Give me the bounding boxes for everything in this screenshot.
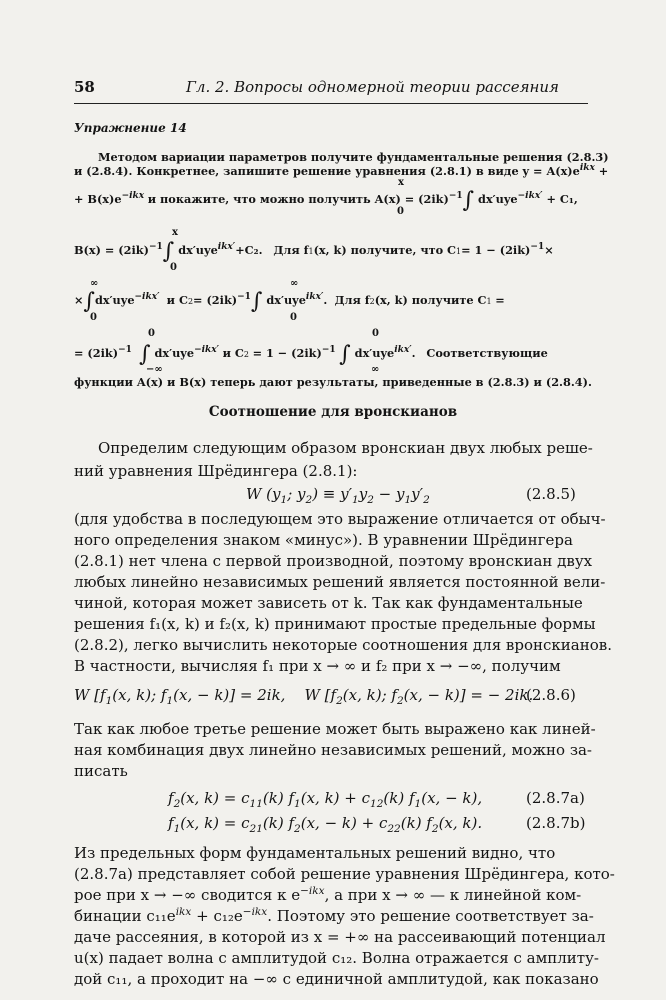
exercise-line: $B(x) = (2ik)^{-1}\int$ dx′uye$^{ikx'}$+C₂. Для f1(x, k) получите, что $C1= 1 - (2ik)^{-1}\times$ — [74, 239, 554, 264]
equation-number: (2.8.5) — [526, 485, 576, 503]
exercise-line: = $(2ik)^{-1}$ ∫ dx′uye$^{-ikx'}$ и $C2 = 1 - (2ik)^{-1}$ ∫ dx′uye$^{ikx'}$. Соответствующие — [74, 342, 548, 367]
exercise-line: и (2.8.4). Конкретнее, запишите решение уравнения (2.8.1) в виде $y = A(x)e^{ikx}$ + — [74, 163, 609, 178]
section-title: Соотношение для вронскианов — [208, 404, 458, 420]
exercise-label: Упражнение 14 — [74, 121, 187, 135]
body-line: бинации $c_{11}e^{ikx} + c_{12}e^{-ikx}$. Поэтому это решение соответствует за- — [74, 906, 594, 925]
body-line: Так как любое третье решение может быть выражено как линей- — [74, 720, 596, 738]
body-line: ний уравнения Шрёдингера (2.8.1): — [74, 462, 358, 480]
book-page: 58 Гл. 2. Вопросы одномерной теории рассеяния Упражнение 14 Методом вариации параметров получите фундаментальные решения (2.8.3) и (2.8.4). Конкретнее, запишите решение уравнения (2.8.1) в виде $y = A(x)e^{ikx}$ + + $B(x)e^{-ikx}$ и покажите, что можно получить $A(x) = (2ik)^{-1}\int$ dx′uye$^{-ikx'}$ + C₁, x 0 $B(x) = (2ik)^{-1}\int$ dx′uye$^{ikx'}$+C₂. Для f1(x, k) получите, что $C1= 1 - (2ik)^{-1}\times$ x 0 ×∫dx′uye$^{-ikx'}$ и $C2= (2ik)^{-1}\int$ dx′uye$^{ikx'}$. Для f2(x, k) получите C1 = ∞ 0 ∞ 0 = $(2ik)^{-1}$ ∫ dx′uye$^{-ikx'}$ и $C2 = 1 - (2ik)^{-1}$ ∫ dx′uye$^{ikx'}$. Соответствующие 0 −∞ 0 ∞ функции A(x) и B(x) теперь дают результаты, приведенные в (2.8.3) и (2.8.4). Соотношение для вронскианов Определим следующим образом вронскиан двух любых реше- ний уравнения Шрёдингера (2.8.1): W ($y_1$; $y_2) \equiv y'_1y_2 - y_1y'_2$ (2.8.5) (для удобства в последующем это выражение отличается от обыч- ного определения знаком «минус»). В уравнении Шрёдингера (2.8.1) нет члена с первой производной, поэтому вронскиан двух любых линейно независимых решений является постоянной вели- чиной, которая может зависеть от k. Так как фундаментальные решения f₁(x, k) и f₂(x, k) принимают простые предельные формы (2.8.2), легко вычислить некоторые соотношения для вронскианов. В частности, вычисляя f₁ при x → ∞ и f₂ при x → −∞, получим W [$f_1(x$, k); $f_1(x$, − k)] = 2ik, W [$f_2(x$, k); $f_2(x$, − k)] = − 2ik. (2.8.6) Так как любое третье решение может быть выражено как линей- ная комбинация двух линейно независимых решений, можно за- писать $f_2(x$, $k) = c_{11}(k)$ $f_1(x$, $k) + c_{12}(k) f_1(x$, − k), (2.8.7a) $f_1(x$, $k) = c_{21}(k) f_2(x$, − $k) + c_{22}(k)$ $f_2(x$, k). (2.8.7b) Из предельных форм фундаментальных решений видно, что (2.8.7a) представляет собой решение уравнения Шрёдингера, кото- рое при x → −∞ сводится к $e^{-ikx}$, а при x → ∞ — к линейной ком- бинации $c_{11}e^{ikx} + c_{12}e^{-ikx}$. Поэтому это решение соответствует за- даче рассеяния, в которой из x = +∞ на рассеивающий потенциал u(x) падает волна с амплитудой c₁₂. Волна отражается с амплиту- дой c₁₁, а проходит на −∞ с единичной амплитудой, как показано — [0, 0, 666, 1000]
equation-number: (2.8.6) — [526, 686, 576, 704]
body-line: В частности, вычисляя f₁ при x → ∞ и f₂ при x → −∞, получим — [74, 657, 561, 675]
equation-2-8-5: W ($y_1$; $y_2) \equiv y'_1y_2 - y_1y'_2$ — [246, 485, 430, 506]
equation-2-8-6: W [$f_1(x$, k); $f_1(x$, − k)] = 2ik, W [$f_2(x$, k); $f_2(x$, − k)] = − 2ik. — [74, 686, 534, 707]
body-line: (2.8.1) нет члена с первой производной, поэтому вронскиан двух — [74, 552, 593, 570]
equation-2-8-7b: $f_1(x$, $k) = c_{21}(k) f_2(x$, − $k) + c_{22}(k)$ $f_2(x$, k). — [168, 814, 483, 835]
page-header — [74, 78, 592, 102]
equation-number: (2.8.7a) — [526, 789, 585, 807]
body-line: (2.8.7a) представляет собой решение уравнения Шрёдингера, кото- — [74, 865, 615, 883]
equation-2-8-7a: $f_2(x$, $k) = c_{11}(k)$ $f_1(x$, $k) + c_{12}(k) f_1(x$, − k), — [168, 789, 483, 810]
body-line: ная комбинация двух линейно независимых решений, можно за- — [74, 741, 593, 759]
body-line: дой c₁₁, а проходит на −∞ с единичной амплитудой, как показано — [74, 970, 599, 988]
body-line: писать — [74, 762, 128, 780]
body-line: чиной, которая может зависеть от k. Так как фундаментальные — [74, 594, 583, 612]
body-line: рое при x → −∞ сводится к $e^{-ikx}$, а при x → ∞ — к линейной ком- — [74, 885, 582, 904]
body-line: (2.8.2), легко вычислить некоторые соотношения для вронскианов. — [74, 636, 612, 654]
body-line: даче рассеяния, в которой из x = +∞ на рассеивающий потенциал — [74, 928, 606, 946]
header-rule — [74, 103, 588, 104]
body-line: (для удобства в последующем это выражение отличается от обыч- — [74, 510, 606, 528]
exercise-line: ×∫dx′uye$^{-ikx'}$ и $C2= (2ik)^{-1}\int$ dx′uye$^{ikx'}$. Для f2(x, k) получите C1 = — [74, 289, 505, 314]
exercise-line: Методом вариации параметров получите фундаментальные решения (2.8.3) — [98, 150, 609, 164]
body-line: Определим следующим образом вронскиан двух любых реше- — [98, 439, 593, 457]
body-line: ного определения знаком «минус»). В уравнении Шрёдингера — [74, 531, 573, 549]
body-line: любых линейно независимых решений является постоянной вели- — [74, 573, 606, 591]
body-line: решения f₁(x, k) и f₂(x, k) принимают простые предельные формы — [74, 615, 596, 633]
running-title: Гл. 2. Вопросы одномерной теории рассеяния — [186, 78, 559, 96]
exercise-line: + $B(x)e^{-ikx}$ и покажите, что можно получить $A(x) = (2ik)^{-1}\int$ dx′uye$^{-ikx'}$ + C₁, — [74, 188, 578, 213]
page-number: 58 — [74, 78, 95, 96]
body-line: u(x) падает волна с амплитудой c₁₂. Волна отражается с амплиту- — [74, 949, 599, 967]
equation-number: (2.8.7b) — [526, 814, 586, 832]
body-line: Из предельных форм фундаментальных решений видно, что — [74, 844, 556, 862]
exercise-line: функции A(x) и B(x) теперь дают результаты, приведенные в (2.8.3) и (2.8.4). — [74, 375, 592, 389]
